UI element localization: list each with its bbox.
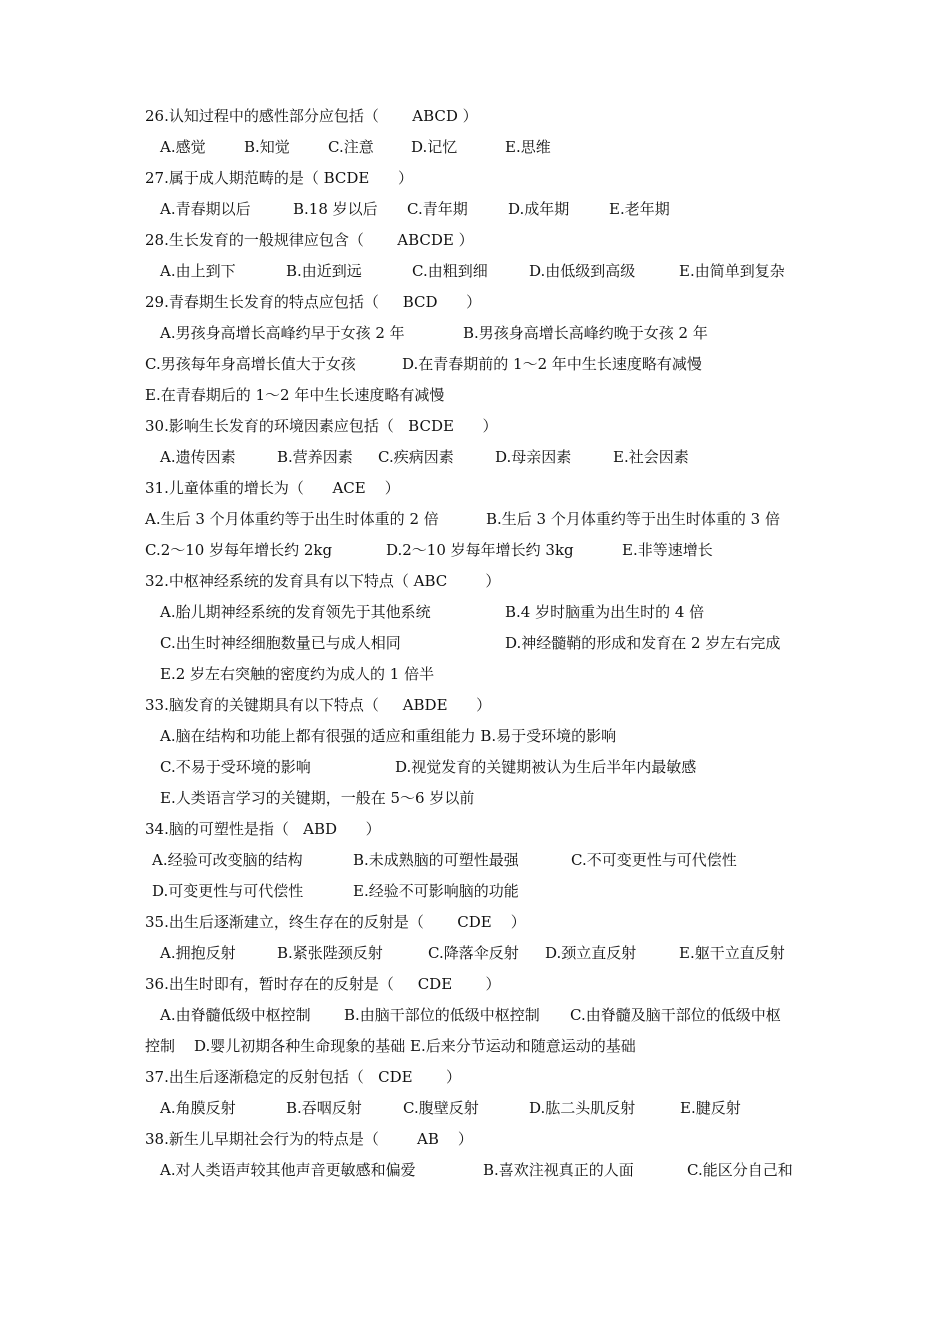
question-34 — [0, 817, 950, 841]
option-c: C.2～10 岁每年增长约 2kg — [145, 541, 333, 559]
question-text: 27.属于成人期范畴的是（ BCDE ） — [145, 169, 413, 187]
option-a: A.角膜反射 — [160, 1099, 236, 1117]
options-30 — [0, 445, 950, 469]
options-33-e — [0, 786, 950, 810]
option-c: C.出生时神经细胞数量已与成人相同 — [160, 634, 401, 652]
option-d: D.记忆 — [411, 138, 458, 156]
question-text: 34.脑的可塑性是指（ ABD ） — [145, 820, 381, 838]
option-c: C.腹壁反射 — [403, 1099, 479, 1117]
options-37 — [0, 1096, 950, 1120]
option-a: A.胎儿期神经系统的发育领先于其他系统 — [160, 603, 431, 621]
question-36 — [0, 972, 950, 996]
question-text: 37.出生后逐渐稳定的反射包括（ CDE ） — [145, 1068, 461, 1086]
option-e: E.躯干立直反射 — [679, 944, 785, 962]
option-de: D.婴儿初期各种生命现象的基础 E.后来分节运动和随意运动的基础 — [194, 1037, 636, 1055]
option-d: D.由低级到高级 — [529, 262, 636, 280]
option-c: C.由脊髓及脑干部位的低级中枢 — [570, 1006, 781, 1024]
question-text: 35.出生后逐渐建立，终生存在的反射是（ CDE ） — [145, 913, 526, 931]
option-ab: A.脑在结构和功能上都有很强的适应和重组能力 B.易于受环境的影响 — [160, 727, 617, 745]
option-e: E.人类语言学习的关键期，一般在 5～6 岁以前 — [160, 789, 475, 807]
question-text: 26.认知过程中的感性部分应包括（ ABCD ） — [145, 107, 478, 125]
options-26 — [0, 135, 950, 159]
question-37 — [0, 1065, 950, 1089]
options-29-cd — [0, 352, 950, 376]
question-28 — [0, 228, 950, 252]
option-a: A.青春期以后 — [160, 200, 251, 218]
question-text: 29.青春期生长发育的特点应包括（ BCD ） — [145, 293, 482, 311]
option-e: E.社会因素 — [613, 448, 689, 466]
option-c: C.注意 — [328, 138, 374, 156]
option-b: B.18 岁以后 — [293, 200, 378, 218]
question-29 — [0, 290, 950, 314]
question-27 — [0, 166, 950, 190]
option-e: E.思维 — [505, 138, 551, 156]
option-e: E.老年期 — [609, 200, 670, 218]
option-b: B.生后 3 个月体重约等于出生时体重的 3 倍 — [486, 510, 780, 528]
option-a: A.拥抱反射 — [160, 944, 236, 962]
option-b: B.由脑干部位的低级中枢控制 — [344, 1006, 540, 1024]
option-d: D.可变更性与可代偿性 — [152, 882, 304, 900]
option-d: D.肱二头肌反射 — [529, 1099, 636, 1117]
option-b: B.知觉 — [244, 138, 290, 156]
option-d: D.在青春期前的 1～2 年中生长速度略有减慢 — [402, 355, 702, 373]
option-e: E.2 岁左右突触的密度约为成人的 1 倍半 — [160, 665, 435, 683]
option-b: B.未成熟脑的可塑性最强 — [353, 851, 519, 869]
question-text: 33.脑发育的关键期具有以下特点（ ABDE ） — [145, 696, 492, 714]
option-c-continued: 控制 — [145, 1037, 176, 1055]
option-b: B.男孩身高增长高峰约晚于女孩 2 年 — [463, 324, 708, 342]
question-text: 30.影响生长发育的环境因素应包括（ BCDE ） — [145, 417, 498, 435]
options-36-abc — [0, 1003, 950, 1027]
options-32-cd — [0, 631, 950, 655]
option-b: B.吞咽反射 — [286, 1099, 362, 1117]
options-28 — [0, 259, 950, 283]
option-a: A.遗传因素 — [160, 448, 236, 466]
question-text: 28.生长发育的一般规律应包含（ ABCDE ） — [145, 231, 474, 249]
options-31-cde — [0, 538, 950, 562]
option-c: C.不可变更性与可代偿性 — [571, 851, 737, 869]
option-c: C.降落伞反射 — [428, 944, 519, 962]
option-a: A.生后 3 个月体重约等于出生时体重的 2 倍 — [145, 510, 439, 528]
option-c: C.青年期 — [407, 200, 468, 218]
question-26 — [0, 104, 950, 128]
options-32-e — [0, 662, 950, 686]
option-e: E.经验不可影响脑的功能 — [353, 882, 519, 900]
options-35 — [0, 941, 950, 965]
options-33-ab — [0, 724, 950, 748]
option-d: D.母亲因素 — [495, 448, 572, 466]
options-31-ab — [0, 507, 950, 531]
option-a: A.由上到下 — [160, 262, 236, 280]
option-a: A.经验可改变脑的结构 — [152, 851, 303, 869]
option-a: A.男孩身高增长高峰约早于女孩 2 年 — [160, 324, 405, 342]
option-b: B.由近到远 — [286, 262, 362, 280]
options-34-abc — [0, 848, 950, 872]
option-d: D.成年期 — [508, 200, 570, 218]
options-27 — [0, 197, 950, 221]
options-36-cde — [0, 1034, 950, 1058]
question-text: 38.新生儿早期社会行为的特点是（ AB ） — [145, 1130, 473, 1148]
option-c: C.能区分自己和 — [687, 1161, 793, 1179]
question-text: 31.儿童体重的增长为（ ACE ） — [145, 479, 400, 497]
option-e: E.在青春期后的 1～2 年中生长速度略有减慢 — [145, 386, 445, 404]
question-32 — [0, 569, 950, 593]
option-c: C.男孩每年身高增长值大于女孩 — [145, 355, 356, 373]
question-31 — [0, 476, 950, 500]
question-35 — [0, 910, 950, 934]
option-a: A.由脊髓低级中枢控制 — [160, 1006, 311, 1024]
option-a: A.对人类语声较其他声音更敏感和偏爱 — [160, 1161, 416, 1179]
question-30 — [0, 414, 950, 438]
option-b: B.喜欢注视真正的人面 — [483, 1161, 634, 1179]
option-b: B.紧张陛颈反射 — [277, 944, 383, 962]
options-34-de — [0, 879, 950, 903]
question-33 — [0, 693, 950, 717]
options-29-e — [0, 383, 950, 407]
options-38 — [0, 1158, 950, 1182]
option-d: D.神经髓鞘的形成和发育在 2 岁左右完成 — [505, 634, 781, 652]
options-29-ab — [0, 321, 950, 345]
option-d: D.2～10 岁每年增长约 3kg — [386, 541, 574, 559]
option-c: C.不易于受环境的影响 — [160, 758, 311, 776]
options-32-ab — [0, 600, 950, 624]
option-e: E.腱反射 — [680, 1099, 741, 1117]
option-b: B.营养因素 — [277, 448, 353, 466]
option-d: D.视觉发育的关键期被认为生后半年内最敏感 — [395, 758, 697, 776]
option-b: B.4 岁时脑重为出生时的 4 倍 — [505, 603, 705, 621]
question-text: 32.中枢神经系统的发育具有以下特点（ ABC ） — [145, 572, 501, 590]
options-33-cd — [0, 755, 950, 779]
option-c: C.疾病因素 — [378, 448, 454, 466]
question-38 — [0, 1127, 950, 1151]
option-c: C.由粗到细 — [412, 262, 488, 280]
question-text: 36.出生时即有，暂时存在的反射是（ CDE ） — [145, 975, 501, 993]
option-e: E.由简单到复杂 — [679, 262, 785, 280]
option-a: A.感觉 — [160, 138, 206, 156]
option-e: E.非等速增长 — [622, 541, 713, 559]
option-d: D.颈立直反射 — [545, 944, 637, 962]
